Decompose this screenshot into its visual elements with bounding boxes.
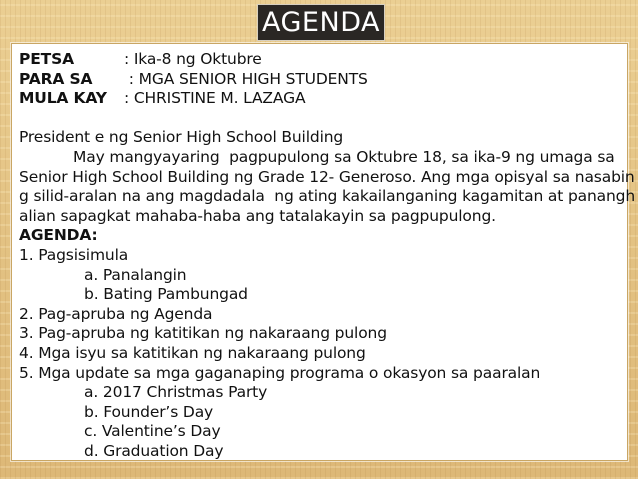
- agenda-subitem: a. Panalangin: [84, 265, 187, 284]
- mula-value: : CHRISTINE M. LAZAGA: [124, 89, 306, 108]
- slide-title: AGENDA: [257, 4, 385, 41]
- agenda-item: 2. Pag-apruba ng Agenda: [19, 304, 213, 323]
- agenda-subitem: c. Valentine’s Day: [84, 422, 221, 441]
- para-label: PARA SA: [19, 69, 93, 88]
- agenda-item: 4. Mga isyu sa katitikan ng nakaraang pulong: [19, 343, 366, 362]
- agenda-subitem: b. Bating Pambungad: [84, 285, 248, 304]
- body-line-2: Senior High School Building ng Grade 12- Generoso. Ang mga opisyal sa nasabin: [19, 167, 635, 186]
- agenda-subitem: b. Founder’s Day: [84, 402, 214, 421]
- memo-mula-row: [19, 89, 627, 109]
- spacer: [19, 109, 627, 129]
- agenda-item: 3. Pag-apruba ng katitikan ng nakaraang pulong: [19, 324, 387, 343]
- memo-card: [11, 43, 636, 461]
- body-line-1: May mangyayaring pagpupulong sa Oktubre 18, sa ika-9 ng umaga sa: [73, 147, 615, 166]
- body-line-3: g silid-aralan na ang magdadala ng ating kakailanganing kagamitan at panangh: [19, 187, 636, 206]
- agenda-subitem: a. 2017 Christmas Party: [84, 383, 268, 402]
- petsa-label: PETSA: [19, 50, 74, 68]
- agenda-subitem: d. Graduation Day: [84, 441, 224, 460]
- petsa-value: : Ika-8 ng Oktubre: [124, 50, 262, 68]
- salutation: President e ng Senior High School Building: [19, 128, 344, 147]
- mula-label: MULA KAY: [19, 89, 107, 108]
- body-line-4: alian sapagkat mahaba-haba ang tatalakayin sa pagpupulong.: [19, 206, 496, 225]
- memo-petsa-row: [19, 50, 627, 70]
- agenda-item: 1. Pagsisimula: [19, 245, 129, 264]
- agenda-item: 5. Mga update sa mga gaganaping programa o okasyon sa paaralan: [19, 363, 541, 382]
- para-value: : MGA SENIOR HIGH STUDENTS: [124, 69, 368, 88]
- memo-para-row: [19, 70, 627, 90]
- agenda-heading: AGENDA:: [19, 226, 98, 245]
